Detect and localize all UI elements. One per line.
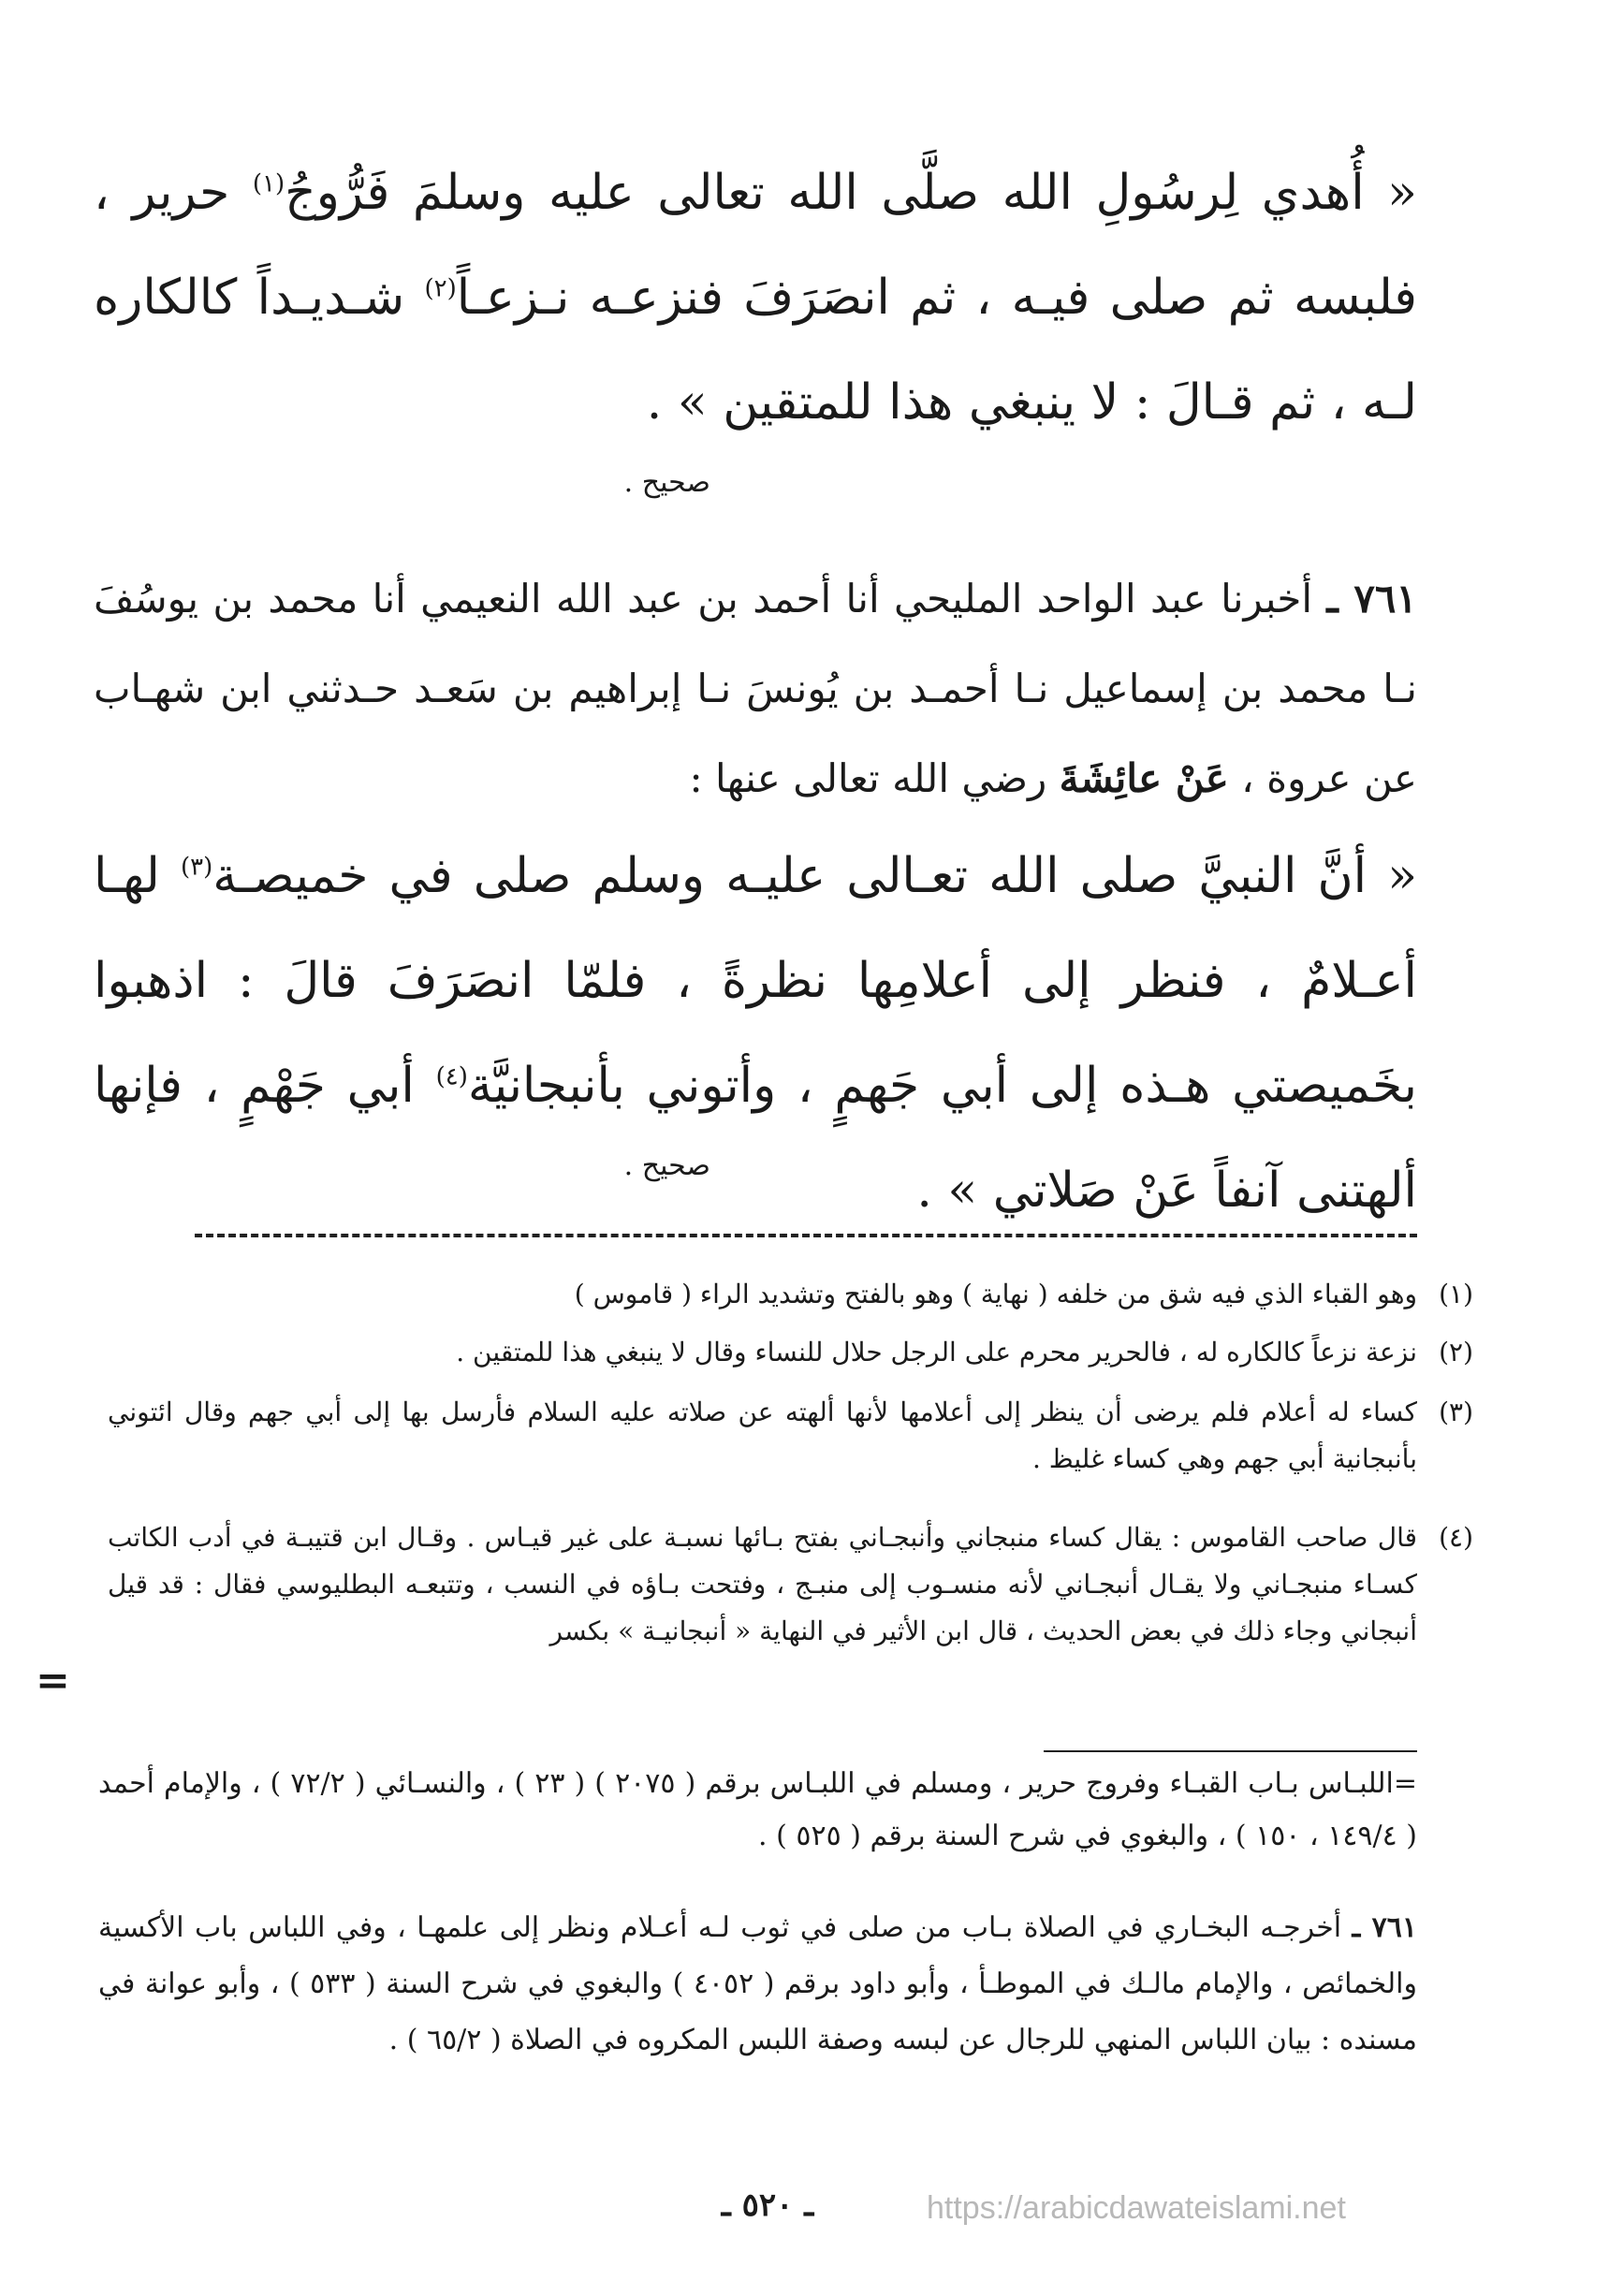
takhrij-761-number: ٧٦١ ـ [1352, 1911, 1417, 1944]
footnote-4 [108, 1514, 1473, 1655]
continuation-mark: = [36, 1657, 70, 1704]
hadith-761-matn-part3: أبي جَهْمٍ ، فإنها ألهتنى آنفاً عَنْ صَلاتي » . [94, 1058, 1417, 1219]
hadith-761-matn-part2: لهـا أعـلامٌ ، فنظر إلى أعلامِها نظرةً ، فلمّا انصَرَفَ قالَ : اذهبوا بخَميصتي هـذه إلى أبي جَهمٍ ، وأتوني بأنبجانيَّة [94, 848, 1417, 1114]
footnote-2-number: (٢) [1439, 1337, 1473, 1367]
footnote-3-number: (٣) [1439, 1397, 1473, 1427]
hadith-760-grade: صحيح . [623, 466, 710, 499]
watermark-url: https://arabicdawateislami.net [927, 2190, 1346, 2226]
hadith-761-isnad [94, 554, 1417, 824]
footnote-2 [108, 1329, 1473, 1376]
hadith-761-isnad-part1: أخبرنا عبد الواحد المليحي أنا أحمد بن عبد الله النعيمي أنا محمد بن يوسُفَ نـا محمد بن إسماعيل نـا أحمـد بن يُونسَ نـا إبراهيم بن سَعـد حـدثني ابن شهـاب عن عروة ، [94, 576, 1417, 801]
footnote-3 [108, 1389, 1473, 1483]
footnote-1-text: وهو القباء الذي فيه شق من خلفه ( نهاية ) وهو بالفتح وتشديد الراء ( قاموس ) [574, 1279, 1417, 1309]
footnote-4-number: (٤) [1439, 1522, 1473, 1553]
footnote-ref-1[interactable]: (١) [252, 169, 285, 198]
takhrij-separator [1044, 1750, 1417, 1752]
takhrij-761-text: أخرجـه البخـاري في الصلاة بـاب من صلى في ثوب لـه أعـلام ونظر إلى علمهـا ، وفي اللباس باب الأكسية والخمائص ، والإمام مالـك في الموطـأ ، وأبو داود برقم ( ٤٠٥٢ ) والبغوي في شرح السنة ( ٥٣٣ ) ، وأبو عوانة في مسنده : بيان اللباس المنهي للرجال عن لبسه وصفة اللبس المكروه في الصلاة ( ٦٥/٢ ) . [98, 1911, 1417, 2056]
hadith-761-number: ٧٦١ ـ [1326, 576, 1417, 622]
footnote-1 [108, 1271, 1473, 1318]
footnote-ref-3[interactable]: (٣) [180, 853, 213, 882]
footnotes-separator [195, 1234, 1417, 1237]
footnote-2-text: نزعة نزعاً كالكاره له ، فالحرير محرم على الرجل حلال للنساء وقال لا ينبغي هذا للمتقين . [456, 1337, 1417, 1367]
hadith-761-matn-part1: « أنَّ النبيَّ صلى الله تعـالى عليـه وسلم صلى في خميصـة [212, 848, 1418, 904]
footnote-ref-4[interactable]: (٤) [435, 1062, 468, 1091]
hadith-761-matn [94, 824, 1417, 1243]
hadith-760-part1: « أُهدي لِرسُولِ الله صلَّى الله تعالى عليه وسلمَ فَرُّوجُ [285, 165, 1417, 221]
hadith-760-part2: حرير ، فلبسه ثم صلى فيـه ، ثم انصَرَفَ فنزعـه نـزعـاً [94, 165, 1418, 326]
takhrij-761 [98, 1900, 1417, 2069]
hadith-760-text [94, 140, 1417, 455]
footnote-ref-2[interactable]: (٢) [424, 274, 457, 303]
footnote-4-text: قال صاحب القاموس : يقال كساء منبجاني وأنبجـاني بفتح بـائها نسبـة على غير قيـاس . وقـال ابن قتيبـة في أدب الكاتب كسـاء منبجـاني ولا يقـال أنبجـاني لأنه منسـوب إلى منبـج ، وفتحت بـاؤه في النسب ، وتتبعـه البطليوسي فقال : قد قيل أنبجاني وجاء ذلك في بعض الحديث ، قال ابن الأثير في النهاية « أنبجانيـة » بكسر [108, 1522, 1417, 1646]
hadith-760-part3: شـديـداً كالكاره لـه ، ثم قـالَ : لا ينبغي هذا للمتقين » . [94, 270, 1417, 431]
hadith-761-isnad-narrator: عَنْ عائِشَةَ [1059, 755, 1229, 801]
page-number: ـ ٥٢٠ ـ [721, 2186, 814, 2224]
footnote-3-text: كساء له أعلام فلم يرضى أن ينظر إلى أعلامها لأنها ألهته عن صلاته عليه السلام فأرسل بها إلى أبي جهم وقال ائتوني بأنبجانية أبي جهم وهي كساء غليظ . [108, 1397, 1417, 1474]
footnote-1-number: (١) [1439, 1279, 1473, 1309]
takhrij-continued: =اللبـاس بـاب القبـاء وفروج حرير ، ومسلم في اللبـاس برقم ( ٢٠٧٥ ) ( ٢٣ ) ، والنسـائي ( ٧٢/٢ ) ، والإمام أحمد ( ١٤٩/٤ ، ١٥٠ ) ، والبغوي في شرح السنة برقم ( ٥٢٥ ) . [98, 1767, 1417, 1852]
hadith-761-grade: صحيح . [623, 1149, 710, 1182]
hadith-761-isnad-part2: رضي الله تعالى عنها : [689, 755, 1060, 801]
